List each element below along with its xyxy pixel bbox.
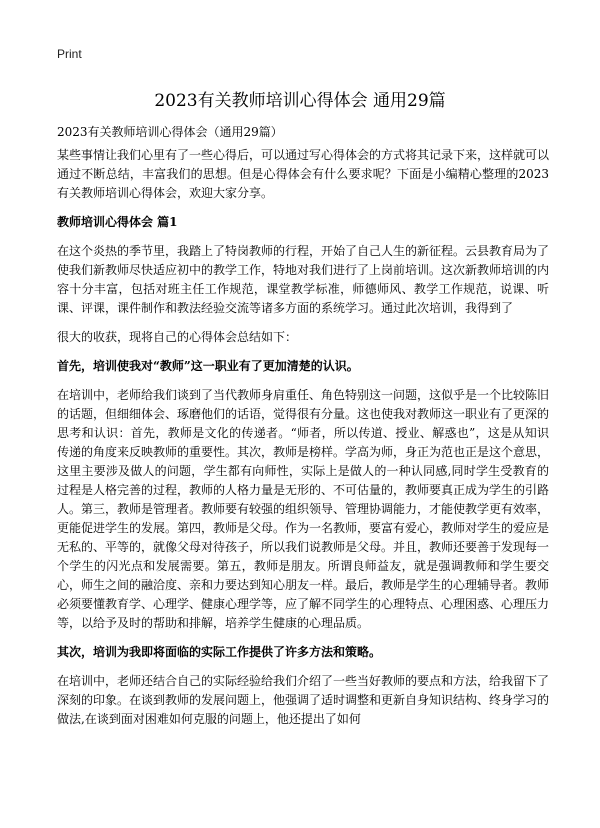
point-heading-2: 其次，培训为我即将面临的实际工作提供了许多方法和策略。	[57, 645, 382, 659]
body-paragraph-4: 在培训中，老师还结合自己的实际经验给我们介绍了一些当好教师的要点和方法，给我留下了深刻的印象。在谈到教师的发展问题上，他强调了适时调整和更新自身知识结构、终身学习的做法,在谈到面对困难如何克服的问题上，他还提出了如何	[57, 674, 549, 726]
section-heading: 教师培训心得体会 篇1	[57, 215, 178, 229]
page-title: 2023有关教师培训心得体会 通用29篇	[154, 91, 446, 111]
point-heading-1: 首先，培训使我对“教师”这一职业有了更加清楚的认识。	[57, 359, 359, 373]
document-subtitle: 2023有关教师培训心得体会（通用29篇）	[57, 125, 283, 139]
intro-paragraph: 某些事情让我们心里有了一些心得后，可以通过写心得体会的方式将其记录下来，这样就可以通过不断总结，丰富我们的思想。但是心得体会有什么要求呢？下面是小编精心整理的2023有关教师培训心得体会，欢迎大家分享。	[57, 148, 550, 200]
document-body	[57, 146, 549, 739]
print-link[interactable]: Print	[57, 47, 82, 61]
body-paragraph-3: 在培训中，老师给我们谈到了当代教师身肩重任、角色特别这一问题，这似乎是一个比较陈旧的话题，但细细体会、琢磨他们的话语，觉得很有分量。这也使我对教师这一职业有了更深的思考和认识：首先，教师是文化的传递者。“师者，所以传道、授业、解惑也”，这是从知识传递的角度来反映教师的重要性。其次，教师是榜样。学高为师，身正为范也正是这个意思，这里主要涉及做人的问题，学生都有向师性，实际上是做人的一种认同感,同时学生受教育的过程是人格完善的过程，教师的人格力量是无形的、不可估量的，教师要真正成为学生的引路人。第三，教师是管理者。教师要有较强的组织领导、管理协调能力，才能使教学更有效率，更能促进学生的发展。第四，教师是父母。作为一名教师，要富有爱心，教师对学生的爱应是无私的、平等的，就像父母对待孩子，所以我们说教师是父母。并且，教师还要善于发现每一个学生的闪光点和发展需要。第五，教师是朋友。所谓良师益友，就是强调教师和学生要交心，师生之间的融洽度、亲和力要达到知心朋友一样。最后，教师是学生的心理辅导者。教师必须要懂教育学、心理学、健康心理学等，应了解不同学生的心理特点、心理困惑、心理压力等，以给予及时的帮助和排解，培养学生健康的心理品质。	[57, 388, 550, 630]
body-paragraph-1: 在这个炎热的季节里，我踏上了特岗教师的行程，开始了自己人生的新征程。云县教育局为了使我们新教师尽快适应初中的教学工作，特地对我们进行了上岗前培训。这次新教师培训的内容十分丰富，包括对班主任工作规范，课堂教学标准，师德师风、教学工作规范，说课、听课、评课，课件制作和教法经验交流等诸多方面的系统学习。通过此次培训，我得到了	[57, 244, 550, 315]
body-paragraph-2: 很大的收获，现将自己的心得体会总结如下：	[57, 330, 298, 344]
